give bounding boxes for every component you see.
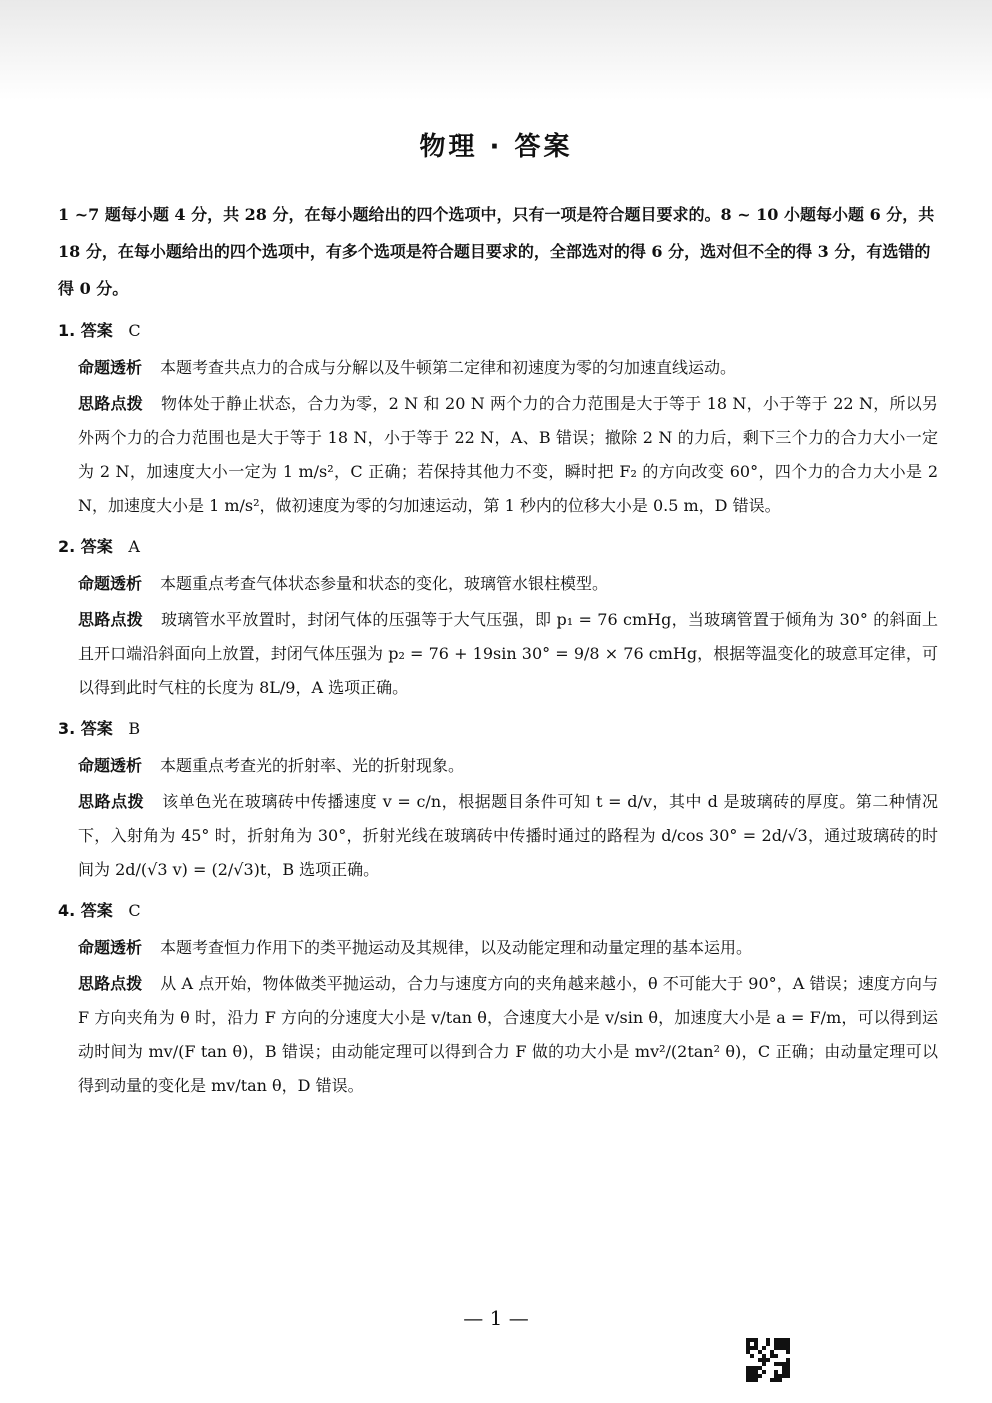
question-number: 1. [58, 321, 76, 340]
analysis-label: 命题透析 [78, 574, 143, 593]
page-title: 物理 · 答案 [419, 132, 573, 162]
question-4 [58, 893, 938, 1103]
answer-label: 答案 [80, 901, 113, 920]
hint-text: 物体处于静止状态，合力为零，2 N 和 20 N 两个力的合力范围是大于等于 18 N，小于等于 22 N，所以另外两个力的合力范围也是大于等于 18 N，小于等于 22 N，A、B 错误；撤除 2 N 的力后，剩下三个力的合力大小一定为 2 N，加速度大小一定为 1 m/s²，C 正确；若保持其他力不变，瞬时把 F₂ 的方向改变 60°，四个力的合力大小是 2 N，加速度大小是 1 m/s²，做初速度为零的匀加速运动，第 1 秒内的位移大小是 0.5 m，D 错误。 [78, 394, 938, 515]
answer-label: 答案 [80, 537, 113, 556]
analysis-paragraph [58, 351, 938, 385]
answer-value: C [128, 901, 141, 920]
question-header [58, 313, 938, 349]
hint-label: 思路点拨 [78, 610, 144, 629]
hint-label: 思路点拨 [78, 974, 143, 993]
analysis-text: 本题考查共点力的合成与分解以及牛顿第二定律和初速度为零的匀加速直线运动。 [160, 358, 737, 377]
scoring-instructions: 1 ~7 题每小题 4 分，共 28 分，在每小题给出的四个选项中，只有一项是符合题目要求的。8 ~ 10 小题每小题 6 分，共 18 分，在每小题给出的四个选项中，有多个选项是符合题目要求的，全部选对的得 6 分，选对但不全的得 3 分，有选错的得 0 分。 [58, 205, 935, 298]
page-header-shade [0, 0, 992, 100]
analysis-paragraph [58, 749, 938, 783]
analysis-text: 本题重点考查气体状态参量和状态的变化，玻璃管水银柱模型。 [160, 574, 609, 593]
question-number: 3. [58, 719, 76, 738]
analysis-label: 命题透析 [78, 358, 143, 377]
question-header [58, 711, 938, 747]
hint-text: 该单色光在玻璃砖中传播速度 v = c/n，根据题目条件可知 t = d/v，其中 d 是玻璃砖的厚度。第二种情况下，入射角为 45° 时，折射角为 30°，折射光线在玻璃砖中传播时通过的路程为 d/cos 30° = 2d/√3，通过玻璃砖的时间为 2d/(√3 v) = (2/√3)t，B 选项正确。 [78, 792, 938, 879]
hint-label: 思路点拨 [78, 792, 145, 811]
page-number: — 1 — [463, 1306, 529, 1330]
hint-text: 玻璃管水平放置时，封闭气体的压强等于大气压强，即 p₁ = 76 cmHg，当玻璃管置于倾角为 30° 的斜面上且开口端沿斜面向上放置，封闭气体压强为 p₂ = 76 + 19sin 30° = 9/8 × 76 cmHg，根据等温变化的玻意耳定律，可以得到此时气柱的长度为 8L/9，A 选项正确。 [78, 610, 938, 697]
answer-value: C [128, 321, 141, 340]
question-header [58, 529, 938, 565]
answer-label: 答案 [80, 321, 113, 340]
analysis-text: 本题重点考查光的折射率、光的折射现象。 [160, 756, 465, 775]
hint-paragraph [58, 967, 938, 1103]
answer-value: B [128, 719, 141, 738]
hint-paragraph [58, 387, 938, 523]
answer-content [58, 196, 938, 1105]
hint-paragraph [58, 785, 938, 887]
analysis-paragraph [58, 931, 938, 965]
question-2 [58, 529, 938, 705]
qr-code-icon [746, 1338, 790, 1382]
hint-label: 思路点拨 [78, 394, 144, 413]
answer-label: 答案 [80, 719, 113, 738]
analysis-text: 本题考查恒力作用下的类平抛运动及其规律，以及动能定理和动量定理的基本运用。 [160, 938, 753, 957]
question-number: 4. [58, 901, 76, 920]
analysis-label: 命题透析 [78, 756, 143, 775]
hint-text: 从 A 点开始，物体做类平抛运动，合力与速度方向的夹角越来越小，θ 不可能大于 90°，A 错误；速度方向与 F 方向夹角为 θ 时，沿力 F 方向的分速度大小是 v/tan θ，合速度大小是 v/sin θ，加速度大小是 a = F/m，可以得到运动时间为 mv/(F tan θ)，B 错误；由动能定理可以得到合力 F 做的功大小是 mv²/(2tan² θ)，C 正确；由动量定理可以得到动量的变化是 mv/tan θ，D 错误。 [78, 974, 938, 1095]
analysis-paragraph [58, 567, 938, 601]
question-1 [58, 313, 938, 523]
analysis-label: 命题透析 [78, 938, 143, 957]
question-number: 2. [58, 537, 76, 556]
question-3 [58, 711, 938, 887]
hint-paragraph [58, 603, 938, 705]
answer-value: A [128, 537, 140, 556]
question-header [58, 893, 938, 929]
